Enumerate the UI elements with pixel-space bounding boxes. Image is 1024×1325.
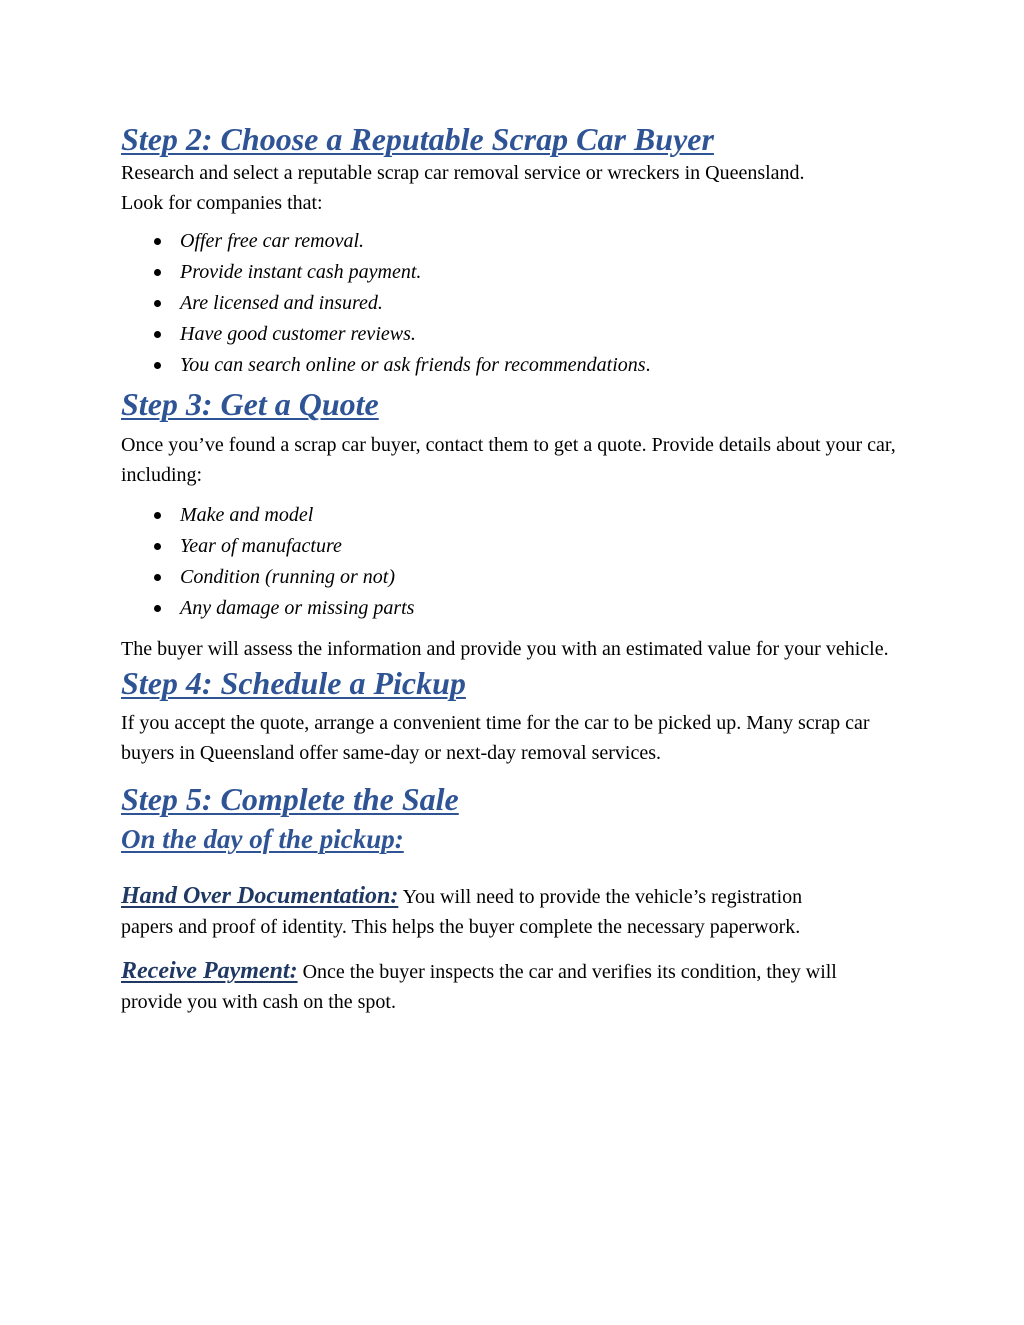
list-item: Provide instant cash payment.: [121, 257, 921, 288]
step4-heading: Step 4: Schedule a Pickup: [121, 664, 466, 701]
documentation-text: You will need to provide the vehicle’s registration papers and proof of identity. This helps the buyer complete the necessary paperwork.: [121, 885, 803, 938]
list-item: Offer free car removal.: [121, 226, 921, 257]
payment-text: Once the buyer inspects the car and verifies its condition, they will provide you with cash on the spot.: [121, 960, 837, 1013]
step3-intro: Once you’ve found a scrap car buyer, contact them to get a quote. Provide details about your car, including:: [121, 433, 896, 486]
bullet-icon: [154, 512, 161, 519]
step3-bullet-list: [121, 500, 921, 624]
bullet-icon: [154, 543, 161, 550]
step5-heading: Step 5: Complete the Sale: [121, 781, 459, 818]
step4-text: If you accept the quote, arrange a convenient time for the car to be picked up. Many scrap car buyers in Queensland offer same-day or next-day removal services.: [121, 712, 870, 765]
documentation-label: Hand Over Documentation:: [121, 882, 399, 909]
step2-heading: Step 2: Choose a Reputable Scrap Car Buyer: [121, 121, 714, 157]
step3-heading: Step 3: Get a Quote: [121, 386, 379, 423]
bullet-icon: [154, 238, 161, 245]
step2-bullet-list: [121, 226, 921, 381]
bullet-icon: [154, 269, 161, 276]
bullet-icon: [154, 300, 161, 307]
bullet-trailing-period: .: [645, 354, 651, 377]
step5-item-payment: [121, 956, 881, 1017]
list-item: Condition (running or not): [121, 562, 921, 593]
step2-intro: Research and select a reputable scrap car removal service or wreckers in Queensland. Look for companies that:: [121, 162, 805, 215]
payment-label: Receive Payment:: [121, 957, 298, 984]
list-item: Are licensed and insured.: [121, 288, 921, 319]
list-item: Year of manufacture: [121, 531, 921, 562]
step5-item-documentation: [121, 881, 841, 942]
bullet-icon: [154, 605, 161, 612]
bullet-icon: [154, 331, 161, 338]
step3-outro: The buyer will assess the information and provide you with an estimated value for your vehicle.: [121, 637, 889, 660]
list-item: Have good customer reviews.: [121, 319, 921, 350]
bullet-icon: [154, 574, 161, 581]
document-page: [121, 118, 921, 1017]
bullet-icon: [154, 362, 161, 369]
list-item: Make and model: [121, 500, 921, 531]
list-item: Any damage or missing parts: [121, 593, 921, 624]
list-item: You can search online or ask friends for recommendations.: [121, 350, 921, 381]
step5-subheading: On the day of the pickup:: [121, 823, 404, 854]
